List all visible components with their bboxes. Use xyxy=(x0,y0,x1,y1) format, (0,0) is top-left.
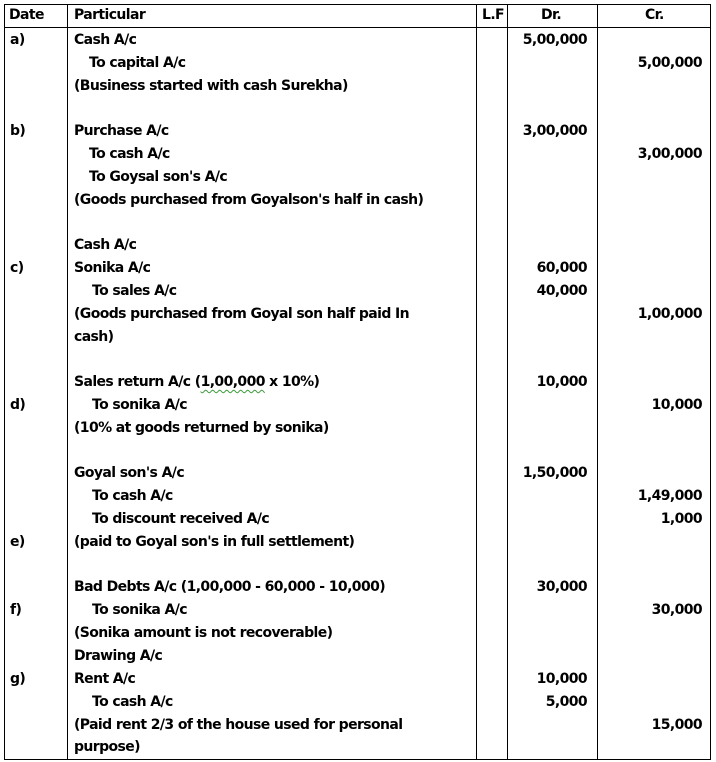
column-divider-lf xyxy=(507,5,508,759)
debit-amount: 3,00,000 xyxy=(522,123,587,139)
column-divider-particular xyxy=(476,5,477,759)
journal-table xyxy=(4,4,711,760)
particular-line: Cash A/c xyxy=(74,237,137,253)
credit-amount: 10,000 xyxy=(651,397,702,413)
particular-text: x 10%) xyxy=(264,374,320,390)
debit-amount: 40,000 xyxy=(536,283,587,299)
particular-line: (Paid rent 2/3 of the house used for personal xyxy=(74,717,403,733)
particular-line: Sonika A/c xyxy=(74,260,151,276)
particular-line: To cash A/c xyxy=(92,488,173,504)
credit-amount: 1,00,000 xyxy=(637,306,702,322)
entry-label: a) xyxy=(10,32,25,48)
credit-amount: 30,000 xyxy=(651,602,702,618)
entry-label: g) xyxy=(10,671,26,687)
credit-amount: 1,000 xyxy=(660,511,702,527)
particular-line: purpose) xyxy=(74,739,140,755)
particular-line: Rent A/c xyxy=(74,671,136,687)
particular-line: (paid to Goyal son's in full settlement) xyxy=(74,534,355,550)
particular-line: (10% at goods returned by sonika) xyxy=(74,420,329,436)
particular-line: (Business started with cash Surekha) xyxy=(74,78,348,94)
particular-line: Cash A/c xyxy=(74,32,137,48)
particular-line: To discount received A/c xyxy=(92,511,270,527)
column-divider-date xyxy=(67,5,68,759)
particular-line: To Goysal son's A/c xyxy=(89,169,228,185)
spellcheck-flagged-text: 1,00,000 xyxy=(200,374,265,390)
particular-line: To sonika A/c xyxy=(92,397,187,413)
debit-amount: 10,000 xyxy=(536,374,587,390)
credit-amount: 3,00,000 xyxy=(637,146,702,162)
particular-line: To sonika A/c xyxy=(92,602,187,618)
header-lf: L.F xyxy=(482,7,505,23)
entry-label: c) xyxy=(10,260,24,276)
entry-label: f) xyxy=(10,602,22,618)
particular-text: Sales return A/c ( xyxy=(74,374,201,390)
particular-line: To sales A/c xyxy=(92,283,177,299)
header-divider xyxy=(5,27,710,28)
debit-amount: 60,000 xyxy=(536,260,587,276)
particular-line: Drawing A/c xyxy=(74,648,163,664)
debit-amount: 5,00,000 xyxy=(522,32,587,48)
debit-amount: 5,000 xyxy=(545,694,587,710)
debit-amount: 30,000 xyxy=(536,579,587,595)
credit-amount: 15,000 xyxy=(651,717,702,733)
particular-line: Purchase A/c xyxy=(74,123,169,139)
particular-line: cash) xyxy=(74,329,114,345)
header-particular: Particular xyxy=(74,7,146,23)
particular-line: (Goods purchased from Goyal son half paid In xyxy=(74,306,410,322)
debit-amount: 1,50,000 xyxy=(522,465,587,481)
header-cr: Cr. xyxy=(645,7,664,23)
credit-amount: 5,00,000 xyxy=(637,55,702,71)
header-dr: Dr. xyxy=(541,7,562,23)
particular-line xyxy=(74,372,319,392)
particular-line: To capital A/c xyxy=(89,55,186,71)
particular-line: (Goods purchased from Goyalson's half in cash) xyxy=(74,192,424,208)
entry-label: e) xyxy=(10,534,25,550)
credit-amount: 1,49,000 xyxy=(637,488,702,504)
entry-label: b) xyxy=(10,123,26,139)
particular-line: (Sonika amount is not recoverable) xyxy=(74,625,333,641)
header-date: Date xyxy=(9,7,44,23)
column-divider-dr xyxy=(597,5,598,759)
particular-line: To cash A/c xyxy=(92,694,173,710)
particular-line: To cash A/c xyxy=(89,146,170,162)
entry-label: d) xyxy=(10,397,26,413)
particular-line: Bad Debts A/c (1,00,000 - 60,000 - 10,000) xyxy=(74,579,386,595)
particular-line: Goyal son's A/c xyxy=(74,465,185,481)
debit-amount: 10,000 xyxy=(536,671,587,687)
